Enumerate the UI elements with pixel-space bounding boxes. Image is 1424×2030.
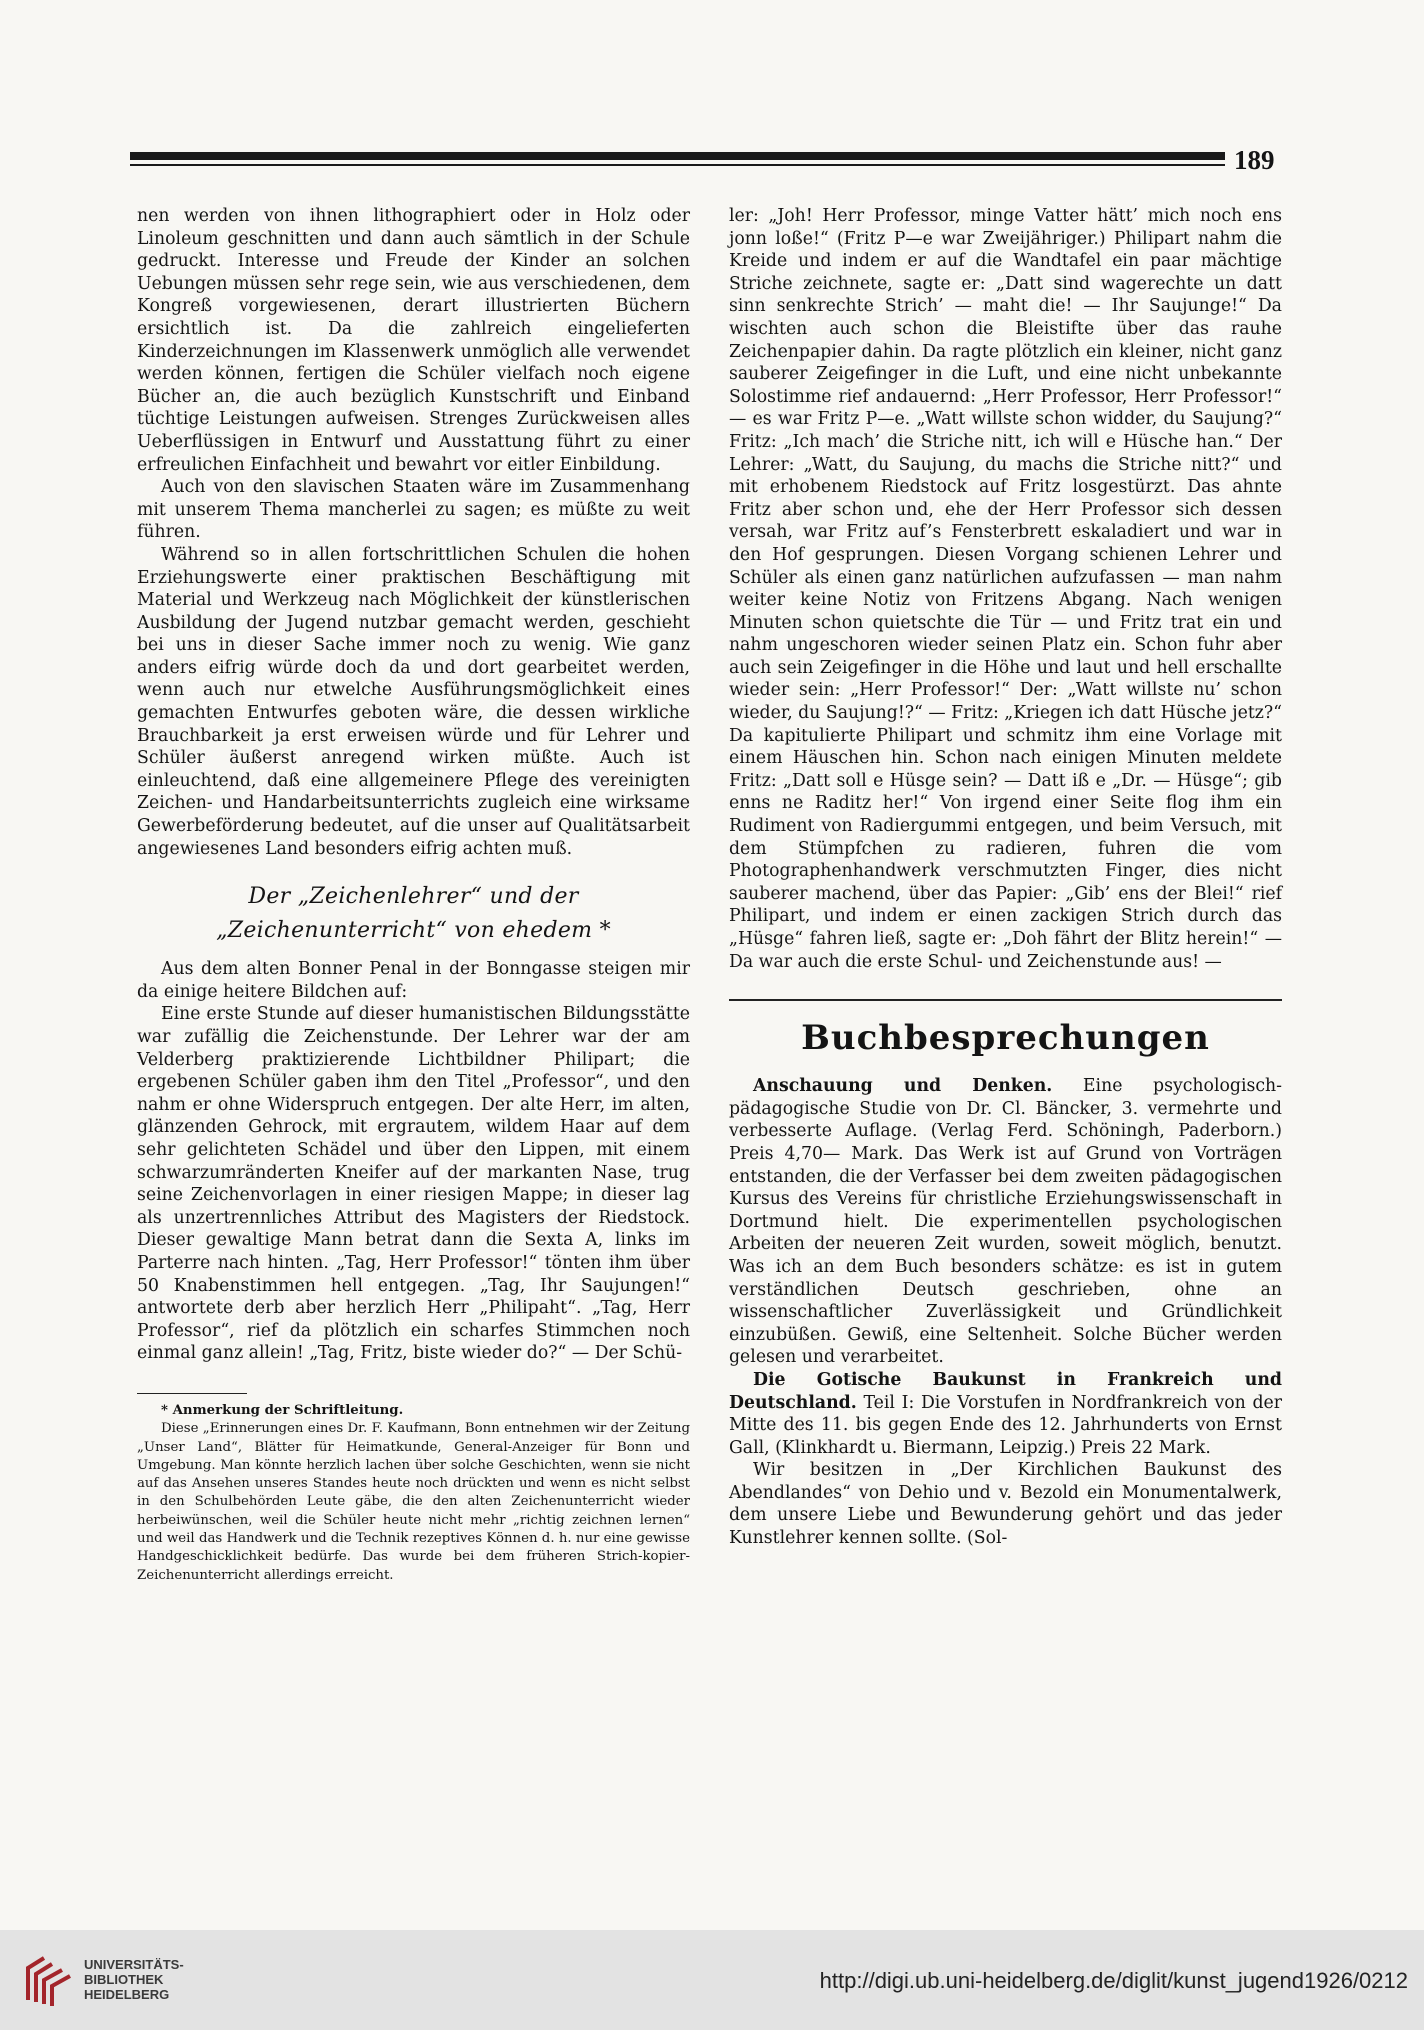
library-name-line: HEIDELBERG (84, 1987, 170, 2002)
footnotes (137, 1402, 690, 1585)
section-heading (137, 880, 690, 948)
review-entry (729, 1369, 1282, 1459)
paragraph: ler: „Joh! Herr Professor, minge Vatter hätt’ mich noch ens jonn loße!“ (Fritz P—e war Zweijähriger.) Philipart nahm die Kreide und indem er auf die Wandtafel ein paar mächtige Striche zeichnete, sagte er: „Datt sind wagerechte un datt sinn senkrechte Strich’ — maht die! — Ihr Saujunge!“ Da wischten auch schon die Bleistifte über das rauhe Zeichenpapier dahin. Da ragte plötzlich ein kleiner, nicht ganz sauberer Zeigefinger in die Luft, und eine nicht unbekannte Solostimme rief andauernd: „Herr Professor, Herr Professor!“ — es war Fritz P—e. „Watt willste schon widder, du Saujung?“ Fritz: „Ich mach’ die Striche nitt, ich will e Hüsche han.“ Der Lehrer: „Watt, du Saujung, du machs die Striche nitt?“ und mit erhobenem Riedstock auf Fritz losgestürzt. Das ahnte Fritz aber schon und, ehe der Herr Professor sich dessen versah, war Fritz auf’s Fensterbrett eskaladiert und war in den Hof gesprungen. Diesen Vorgang schienen Lehrer und Schüler als einen ganz natürlichen aufzufassen — man nahm weiter keine Notiz von Fritzens Abgang. Nach wenigen Minuten schon quietschte die Tür — und Fritz trat ein und nahm ungeschoren wieder seinen Platz ein. Schon fuhr aber auch sein Zeigefinger in die Höhe und laut und hell erschallte wieder sein: „Herr Professor!“ Der: „Watt willste nu’ schon wieder, du Saujung!?“ — Fritz: „Kriegen ich datt Hüsche jetz?“ Da kapitulierte Philipart und schmitz ihm eine Vorlage mit einem Häuschen hin. Schon nach einigen Minuten meldete Fritz: „Datt soll e Hüsge sein? — Datt iß e „Dr. — Hüsge“; gib enns ne Raditz her!“ Von irgend einer Seite flog ihm ein Rudiment von Radiergummi entgegen, und beim Versuch, mit dem Stümpfchen zu radieren, fuhren die vom Photographenhandwerk verschmutzten Finger, dies nicht sauberer machend, über das Papier: „Gib’ ens der Blei!“ rief Philipart, und indem er einen zackigen Strich durch das „Hüsge“ fahren ließ, sagte er: „Doh fährt der Blitz herein!“ — Da war auch die erste Schul- und Zeichenstunde aus! — (729, 206, 1282, 972)
paragraph: Wir besitzen in „Der Kirchlichen Baukunst des Abendlandes“ von Dehio und v. Bezold ein Monumentalwerk, dem unsere Liebe und Bewunderung gehört und das jeder Kunstlehrer kennen sollte. (Sol- (729, 1460, 1282, 1549)
footnote-label: * Anmerkung der Schriftleitung. (161, 1402, 404, 1418)
library-logo-icon[interactable] (18, 1950, 78, 2010)
header-rule (130, 152, 1225, 160)
paragraph: Auch von den slavischen Staaten wäre im Zusammenhang mit unserem Thema mancherlei zu sagen; es müßte zu weit führen. (137, 477, 690, 543)
library-name[interactable] (84, 1957, 244, 2002)
library-name-line: UNIVERSITÄTS- (84, 1957, 184, 1972)
review-entry (729, 1075, 1282, 1369)
paragraph: Während so in allen fortschrittlichen Schulen die hohen Erziehungswerte einer praktischen Beschäftigung mit Material und Werkzeug nach Möglichkeit der künstlerischen Ausbildung der Jugend nutzbar gemacht werden, geschieht bei uns in dieser Sache immer noch zu wenig. Wie ganz anders eifrig würde doch da und dort gearbeitet werden, wenn auch nur etwelche Ausführungsmöglichkeit eines gemachten Entwurfes geboten wäre, die dessen wirkliche Brauchbarkeit ja erst erweisen würde und für Lehrer und Schüler äußerst anregend wirken müßte. Auch ist einleuchtend, daß eine allgemeinere Pflege des vereinigten Zeichen- und Handarbeitsunterrichts zugleich eine wirksame Gewerbeförderung bedeutet, auf die unser auf Qualitätsarbeit angewiesenes Land besonders eifrig achten muß. (137, 544, 690, 859)
footer-bar (0, 1930, 1424, 2030)
permalink-url[interactable]: http://digi.ub.uni-heidelberg.de/diglit/kunst_jugend1926/0212 (819, 1968, 1408, 1993)
library-name-line: BIBLIOTHEK (84, 1972, 164, 1987)
left-column (137, 205, 690, 1585)
review-head: Anschauung und Denken. (753, 1076, 1053, 1097)
reviews-rule (729, 999, 1282, 1001)
header-rule-thin (130, 164, 1225, 166)
review-text: Teil I: Die Vorstufen in Nordfrankreich von der Mitte des 11. bis gegen Ende des 12. Jahrhunderts von Ernst Gall, (Klinkhardt u. Biermann, Leipzig.) Preis 22 Mark. (729, 1392, 1282, 1458)
paragraph: Aus dem alten Bonner Penal in der Bonngasse steigen mir da einige heitere Bildchen auf: (137, 959, 690, 1002)
review-head: Die Gotische Baukunst in Frankreich und Deutschland. (729, 1369, 1282, 1413)
section-heading-line: „Zeichenunterricht“ von ehedem * (216, 918, 611, 944)
paragraph: Eine erste Stunde auf dieser humanistischen Bildungsstätte war zufällig die Zeichenstunde. Der Lehrer war der am Velderberg praktizierende Lichtbildner Philipart; die ergebenen Schüler gaben ihm den Titel „Professor“, und den nahm er ohne Widerspruch entgegen. Der alte Herr, im alten, glänzenden Gehrock, mit ergrautem, wildem Haar auf dem sehr gelichteten Schädel und über den Lippen, mit einem schwarzumränderten Kneifer auf der markanten Nase, trug seine Zeichenvorlagen in einer riesigen Mappe; in dieser lag als unzertrennliches Attribut des Magisters der Riedstock. Dieser gewaltige Mann betrat dann die Sexta A, links im Parterre nach hinten. „Tag, Herr Professor!“ tönten ihm über 50 Knabenstimmen hell entgegen. „Tag, Ihr Saujungen!“ antwortete derb aber herzlich Herr „Philipaht“. „Tag, Herr Professor“, rief da plötzlich ein scharfes Stimmchen noch einmal ganz allein! „Tag, Fritz, biste wieder do?“ — Der Schü- (137, 1004, 690, 1364)
right-column (729, 205, 1282, 1550)
page-number: 189 (1234, 145, 1275, 175)
section-heading-line: Der „Zeichenlehrer“ und der (248, 884, 579, 910)
reviews-title: Buchbesprechungen (801, 1018, 1210, 1059)
paragraph: nen werden von ihnen lithographiert oder in Holz oder Linoleum geschnitten und dann auch sämtlich in der Schule gedruckt. Interesse und Freude der Kinder an solchen Uebungen müssen sehr rege sein, wie aus verschiedenen, dem Kongreß vorgewiesenen, derart illustrierten Büchern ersichtlich ist. Da die zahlreich eingelieferten Kinderzeichnungen im Klassenwerk unmöglich alle verwendet werden können, fertigen die Schüler vielfach noch eigene Bücher an, die auch bezüglich Kunstschrift und Einband tüchtige Leistungen aufweisen. Strenges Zurückweisen alles Ueberflüssigen in Entwurf und Ausstattung führt zu einer erfreulichen Einfachheit und bewahrt vor eitler Einbildung. (137, 206, 690, 475)
footnote-text: Diese „Erinnerungen eines Dr. F. Kaufmann, Bonn entnehmen wir der Zeitung „Unser Land“, Blätter für Heimatkunde, General-Anzeiger für Bonn und Umgebung. Man könnte herzlich lachen über solche Geschichten, wenn sie nicht auf das Ansehen unseres Standes heute noch drückten und wenn es nicht selbst in den Schulbehörden Leute gäbe, die den alten Zeichenunterricht wieder herbeiwünschen, weil die Schüler heute nicht mehr „richtig zeichnen lernen“ und weil das Handwerk und die Technik rezeptives Können d. h. nur eine gewisse Handgeschicklichkeit bedürfe. Das wurde bei dem früheren Strich-kopier-Zeichenunterricht allerdings erreicht. (137, 1421, 690, 1583)
review-text: Eine psychologisch-pädagogische Studie von Dr. Cl. Bäncker, 3. vermehrte und verbesserte Auflage. (Verlag Ferd. Schöningh, Paderborn.) Preis 4,70— Mark. Das Werk ist auf Grund von Vorträgen entstanden, die der Verfasser bei dem zweiten pädagogischen Kursus des Vereins für christliche Erziehungswissenschaft in Dortmund hielt. Die experimentellen psychologischen Arbeiten der neueren Zeit wurden, soweit möglich, benutzt. Was ich an dem Buch besonders schätze: es ist in gutem verständlichen Deutsch geschrieben, ohne an wissenschaftlicher Zuverlässigkeit und Gründlichkeit einzubüßen. Gewiß, eine Seltenheit. Solche Bücher werden gelesen und verarbeitet. (729, 1076, 1282, 1368)
footnote-rule (137, 1393, 247, 1394)
